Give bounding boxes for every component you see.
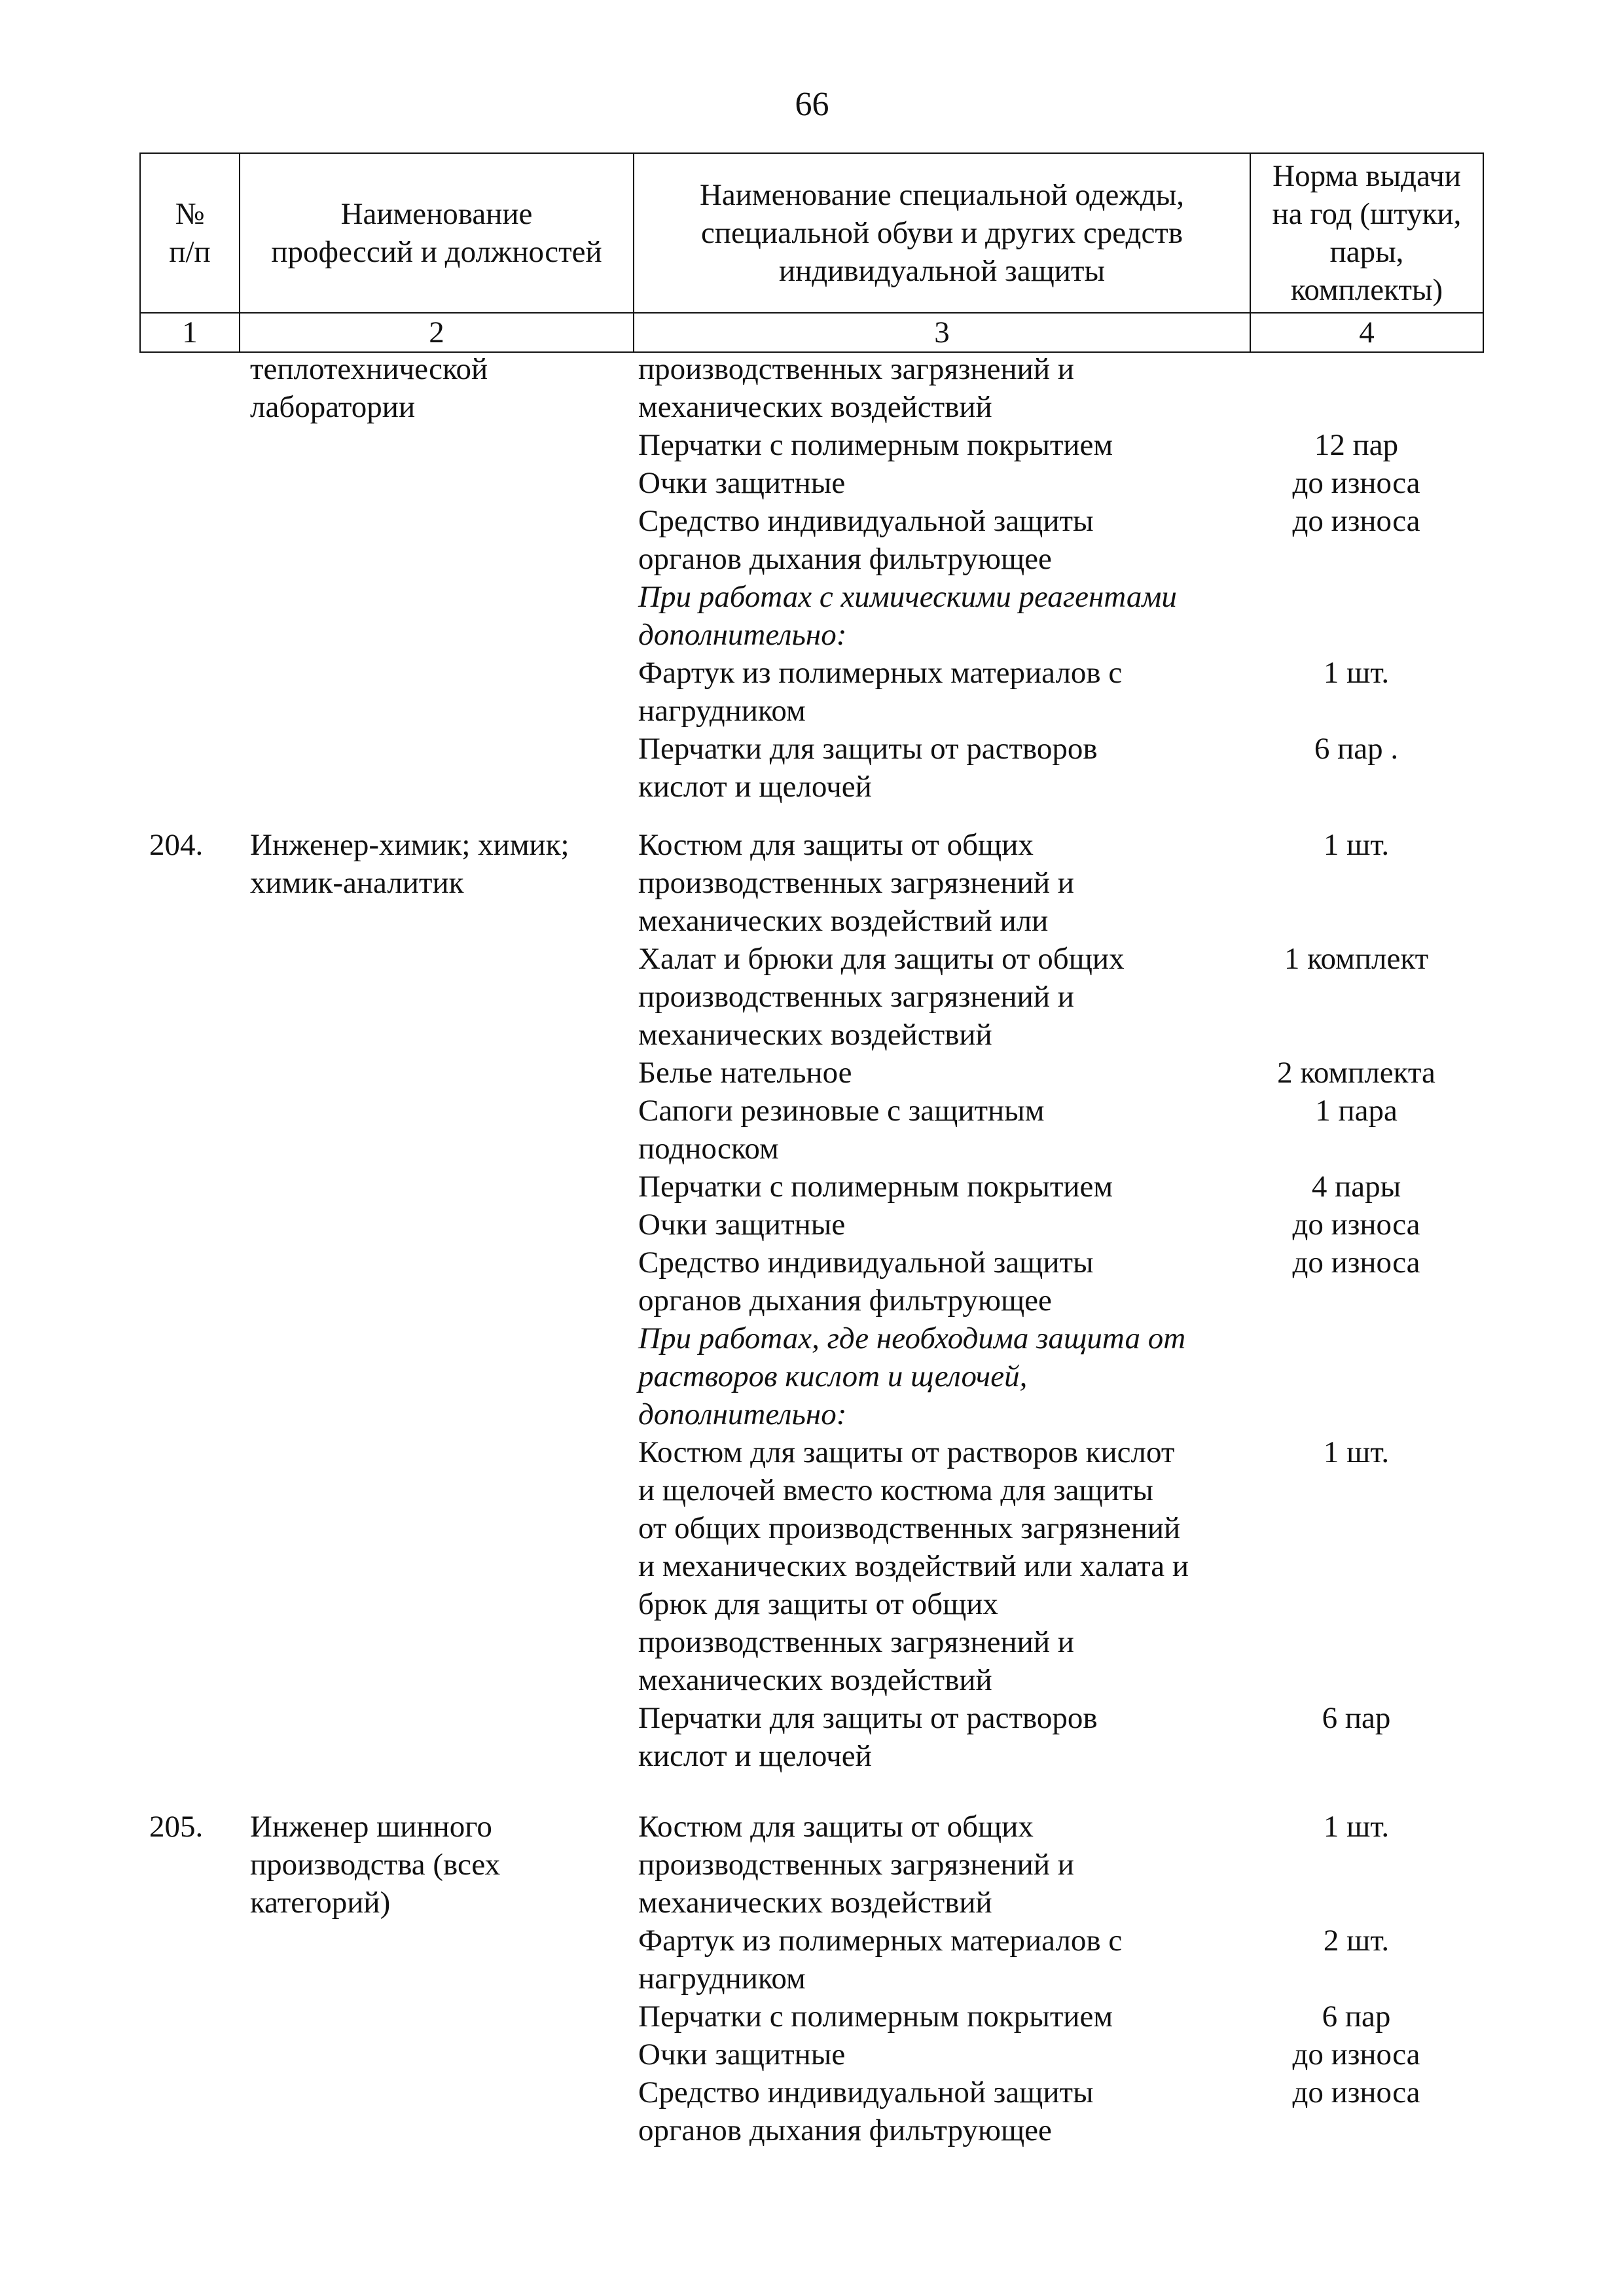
header-text: № (175, 197, 205, 231)
equipment-item: и щелочей вместо костюма для защиты (638, 1473, 1153, 1507)
equipment-item: механических воздействий (638, 1886, 992, 1920)
equipment-item: Перчатки для защиты от растворов (638, 1701, 1098, 1735)
profession-name: теплотехнической (250, 352, 488, 386)
equipment-item: кислот и щелочей (638, 770, 872, 804)
equipment-item: Очки защитные (638, 2037, 846, 2072)
header-text: пары, (1329, 235, 1404, 269)
condition-note: дополнительно: (638, 618, 847, 652)
equipment-item: Сапоги резиновые с защитным (638, 1094, 1045, 1128)
issue-norm: до износа (1292, 2037, 1420, 2072)
profession-name: лаборатории (250, 390, 416, 424)
profession-name: химик-аналитик (250, 866, 464, 900)
header-text: Норма выдачи (1272, 159, 1461, 193)
equipment-item: органов дыхания фильтрующее (638, 2113, 1052, 2147)
header-text: специальной обуви и других средств (700, 216, 1183, 250)
equipment-item: органов дыхания фильтрующее (638, 542, 1052, 576)
issue-norm: до износа (1292, 1208, 1420, 1242)
row-number: 205. (149, 1810, 204, 1844)
row-number: 204. (149, 828, 204, 862)
profession-name: Инженер-химик; химик; (250, 828, 569, 862)
issue-norm: 1 шт. (1323, 828, 1390, 862)
condition-note: При работах, где необходима защита от (638, 1321, 1186, 1355)
equipment-item: Фартук из полимерных материалов с (638, 1924, 1123, 1958)
equipment-item: механических воздействий или (638, 904, 1049, 938)
issue-norm: 6 пар (1322, 2000, 1391, 2034)
equipment-item: производственных загрязнений и (638, 1625, 1074, 1659)
issue-norm: 2 комплекта (1277, 1056, 1435, 1090)
header-text: Наименование специальной одежды, (699, 178, 1185, 212)
issue-norm: 12 пар (1314, 428, 1399, 462)
issue-norm: 1 комплект (1284, 942, 1429, 976)
issue-norm: 1 шт. (1323, 1435, 1390, 1469)
header-text: п/п (169, 235, 211, 269)
table-header (139, 152, 1484, 353)
equipment-item: брюк для защиты от общих (638, 1587, 998, 1621)
equipment-item: производственных загрязнений и (638, 866, 1074, 900)
profession-name: категорий) (250, 1886, 391, 1920)
equipment-item: Очки защитные (638, 1208, 846, 1242)
header-text: комплекты) (1290, 273, 1443, 307)
header-col-equipment (634, 153, 1250, 313)
header-text: Наименование (340, 197, 533, 231)
issue-norm: 6 пар (1322, 1701, 1391, 1735)
header-col-norm (1250, 153, 1483, 313)
equipment-item: Очки защитные (638, 466, 846, 500)
column-number: 2 (240, 313, 634, 352)
profession-name: Инженер шинного (250, 1810, 492, 1844)
equipment-item: Костюм для защиты от растворов кислот (638, 1435, 1175, 1469)
equipment-item: Перчатки с полимерным покрытием (638, 428, 1113, 462)
equipment-item: Перчатки с полимерным покрытием (638, 1170, 1113, 1204)
issue-norm: до износа (1292, 2075, 1420, 2109)
column-number: 1 (140, 313, 240, 352)
equipment-item: Средство индивидуальной защиты (638, 2075, 1094, 2109)
issue-norm: 6 пар . (1314, 732, 1399, 766)
equipment-item: Костюм для защиты от общих (638, 1810, 1034, 1844)
page-number: 66 (795, 86, 829, 123)
equipment-item: кислот и щелочей (638, 1739, 872, 1773)
issue-norm: 1 шт. (1323, 656, 1390, 690)
issue-norm: 4 пары (1311, 1170, 1401, 1204)
equipment-item: и механических воздействий или халата и (638, 1549, 1189, 1583)
header-col-profession (240, 153, 634, 313)
issue-norm: 2 шт. (1323, 1924, 1390, 1958)
equipment-item: механических воздействий (638, 1018, 992, 1052)
equipment-item: Белье нательное (638, 1056, 852, 1090)
equipment-item: органов дыхания фильтрующее (638, 1283, 1052, 1318)
equipment-item: подноском (638, 1132, 779, 1166)
equipment-item: производственных загрязнений и (638, 352, 1074, 386)
issue-norm: до износа (1292, 504, 1420, 538)
equipment-item: Халат и брюки для защиты от общих (638, 942, 1125, 976)
equipment-item: нагрудником (638, 1962, 806, 1996)
header-col-number (140, 153, 240, 313)
equipment-item: от общих производственных загрязнений (638, 1511, 1181, 1545)
equipment-item: механических воздействий (638, 1663, 992, 1697)
equipment-item: Костюм для защиты от общих (638, 828, 1034, 862)
issue-norm: 1 пара (1315, 1094, 1398, 1128)
condition-note: дополнительно: (638, 1397, 847, 1431)
column-number: 4 (1250, 313, 1483, 352)
equipment-item: Средство индивидуальной защиты (638, 504, 1094, 538)
profession-name: производства (всех (250, 1848, 501, 1882)
equipment-item: Средство индивидуальной защиты (638, 1246, 1094, 1280)
issue-norm: 1 шт. (1323, 1810, 1390, 1844)
column-number: 3 (634, 313, 1250, 352)
header-text: на год (штуки, (1272, 197, 1462, 231)
issue-norm: до износа (1292, 1246, 1420, 1280)
equipment-item: производственных загрязнений и (638, 1848, 1074, 1882)
equipment-item: Фартук из полимерных материалов с (638, 656, 1123, 690)
equipment-item: нагрудником (638, 694, 806, 728)
equipment-item: Перчатки с полимерным покрытием (638, 2000, 1113, 2034)
condition-note: растворов кислот и щелочей, (638, 1359, 1028, 1393)
equipment-item: производственных загрязнений и (638, 980, 1074, 1014)
condition-note: При работах с химическими реагентами (638, 580, 1177, 614)
issue-norm: до износа (1292, 466, 1420, 500)
header-text: индивидуальной защиты (778, 254, 1106, 288)
header-text: профессий и должностей (271, 235, 602, 269)
equipment-item: Перчатки для защиты от растворов (638, 732, 1098, 766)
equipment-item: механических воздействий (638, 390, 992, 424)
